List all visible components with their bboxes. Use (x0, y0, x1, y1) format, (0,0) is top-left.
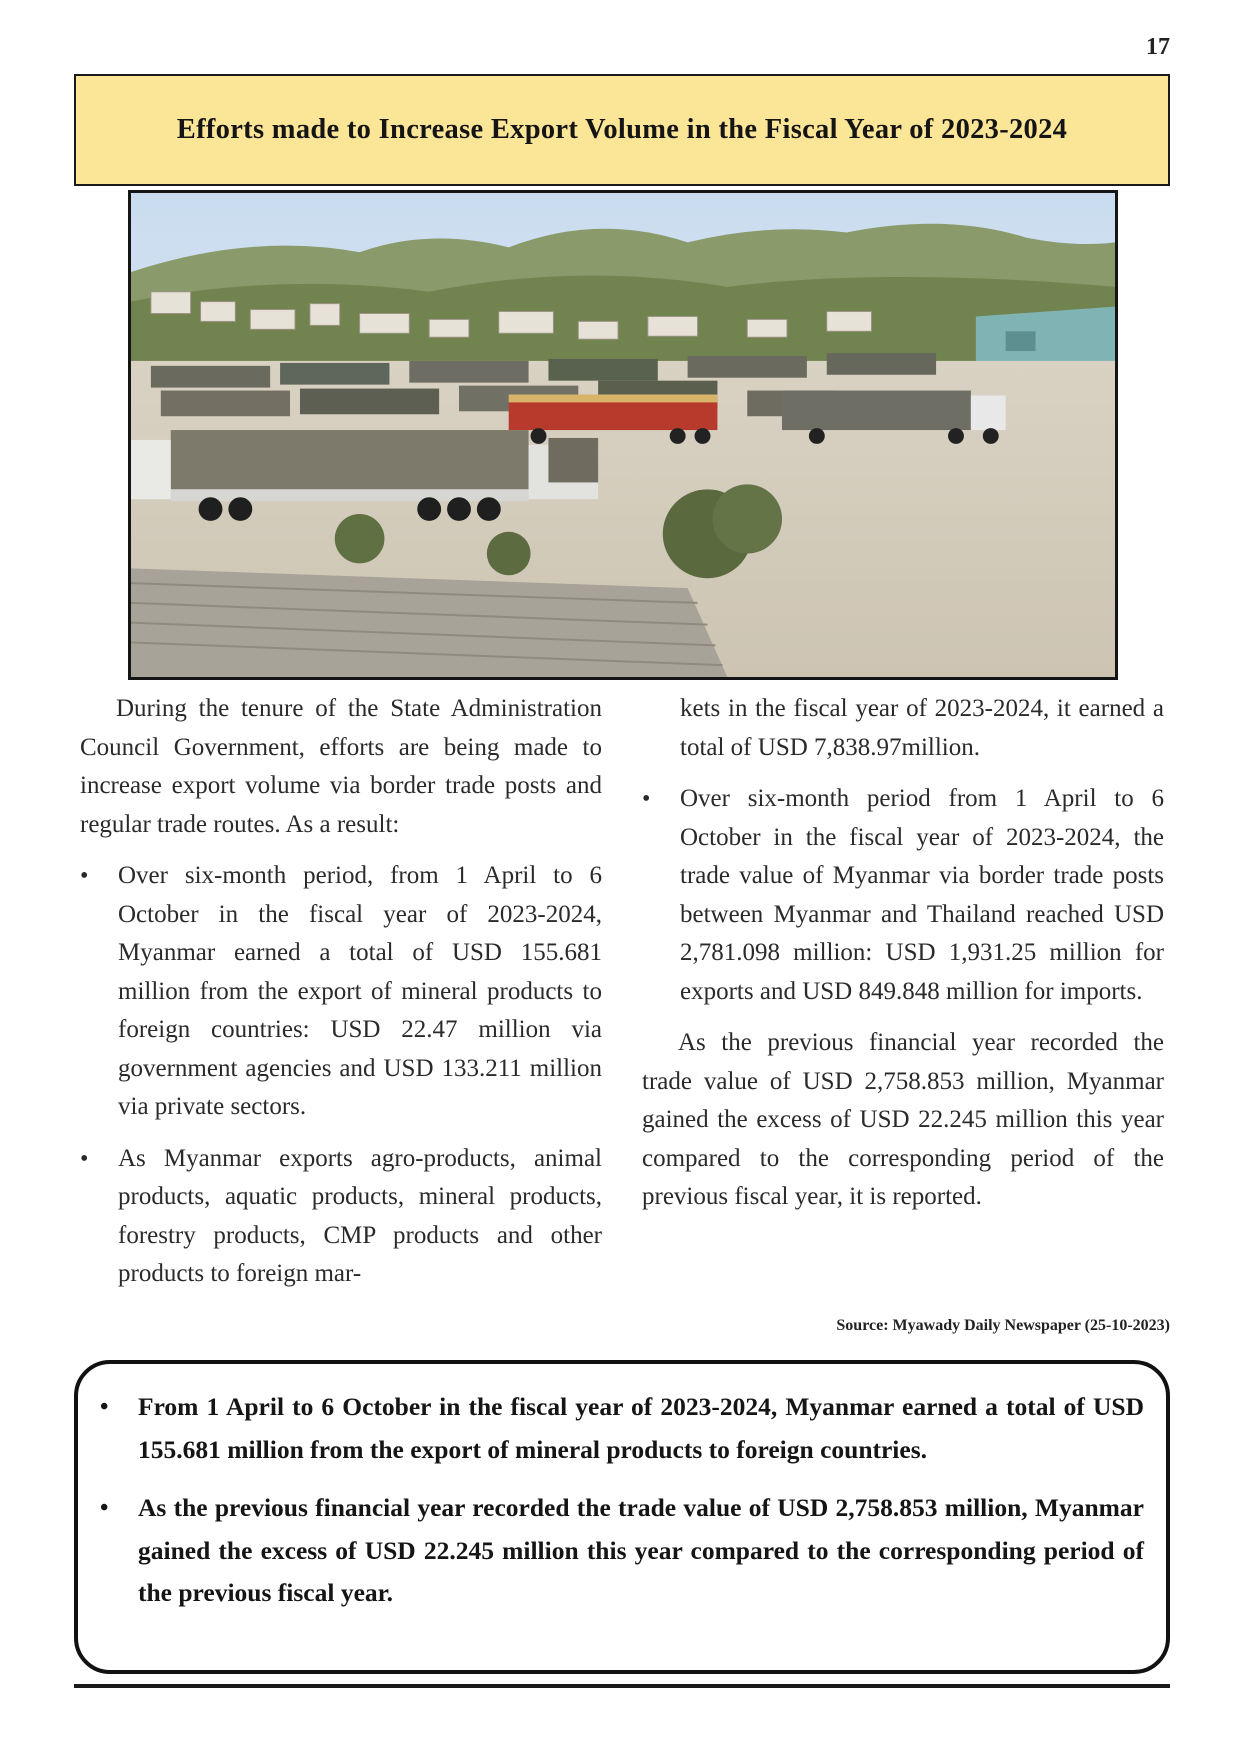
list-item: • As Myanmar exports agro-products, animal products, aquatic products, mineral products, forestry products, CMP products and other products to foreign mar- (80, 1140, 602, 1294)
title-box (74, 74, 1170, 186)
source-citation: Source: Myawady Daily Newspaper (25-10-2023) (836, 1317, 1170, 1334)
trucks-at-trade-post-image (131, 193, 1115, 677)
summary-item: • As the previous financial year recorded the trade value of USD 2,758.853 million, Myanmar gained the excess of USD 22.245 million this year compared to the corresponding period of the previous fiscal year. (98, 1487, 1144, 1615)
summary-box (74, 1360, 1170, 1674)
intro-paragraph: During the tenure of the State Administration Council Government, efforts are being made to increase export volume via border trade posts and regular trade routes. As a result: (80, 695, 602, 838)
list-item: • Over six-month period from 1 April to 6 October in the fiscal year of 2023-2024, the trade value of Myanmar via border trade posts between Myanmar and Thailand reached USD 2,781.098 million: USD 1,931.25 million for exports and USD 849.848 million for imports. (642, 780, 1164, 1011)
list-item: • Over six-month period, from 1 April to 6 October in the fiscal year of 2023-2024, Myanmar earned a total of USD 155.681 million from the export of mineral products to foreign countries: USD 22.47 million via government agencies and USD 133.211 million via private sectors. (80, 857, 602, 1127)
bottom-divider (74, 1684, 1170, 1688)
left-column (80, 690, 602, 1307)
border-trade-photo (128, 190, 1118, 680)
summary-list (98, 1386, 1144, 1615)
closing-paragraph: As the previous financial year recorded the trade value of USD 2,758.853 million, Myanmar gained the excess of USD 22.245 million this year compared to the corresponding period of the previous fiscal year, it is reported. (642, 1029, 1164, 1210)
right-column (642, 690, 1164, 1230)
summary-item: • From 1 April to 6 October in the fiscal year of 2023-2024, Myanmar earned a total of USD 155.681 million from the export of mineral products to foreign countries. (98, 1386, 1144, 1471)
page-title: Efforts made to Increase Export Volume in the Fiscal Year of 2023-2024 (176, 114, 1068, 145)
page-number: 17 (1146, 34, 1170, 60)
right-bullet-list (642, 780, 1164, 1011)
left-bullet-list (80, 857, 602, 1294)
continued-bullet-text: kets in the fiscal year of 2023-2024, it earned a total of USD 7,838.97million. (680, 695, 1164, 761)
